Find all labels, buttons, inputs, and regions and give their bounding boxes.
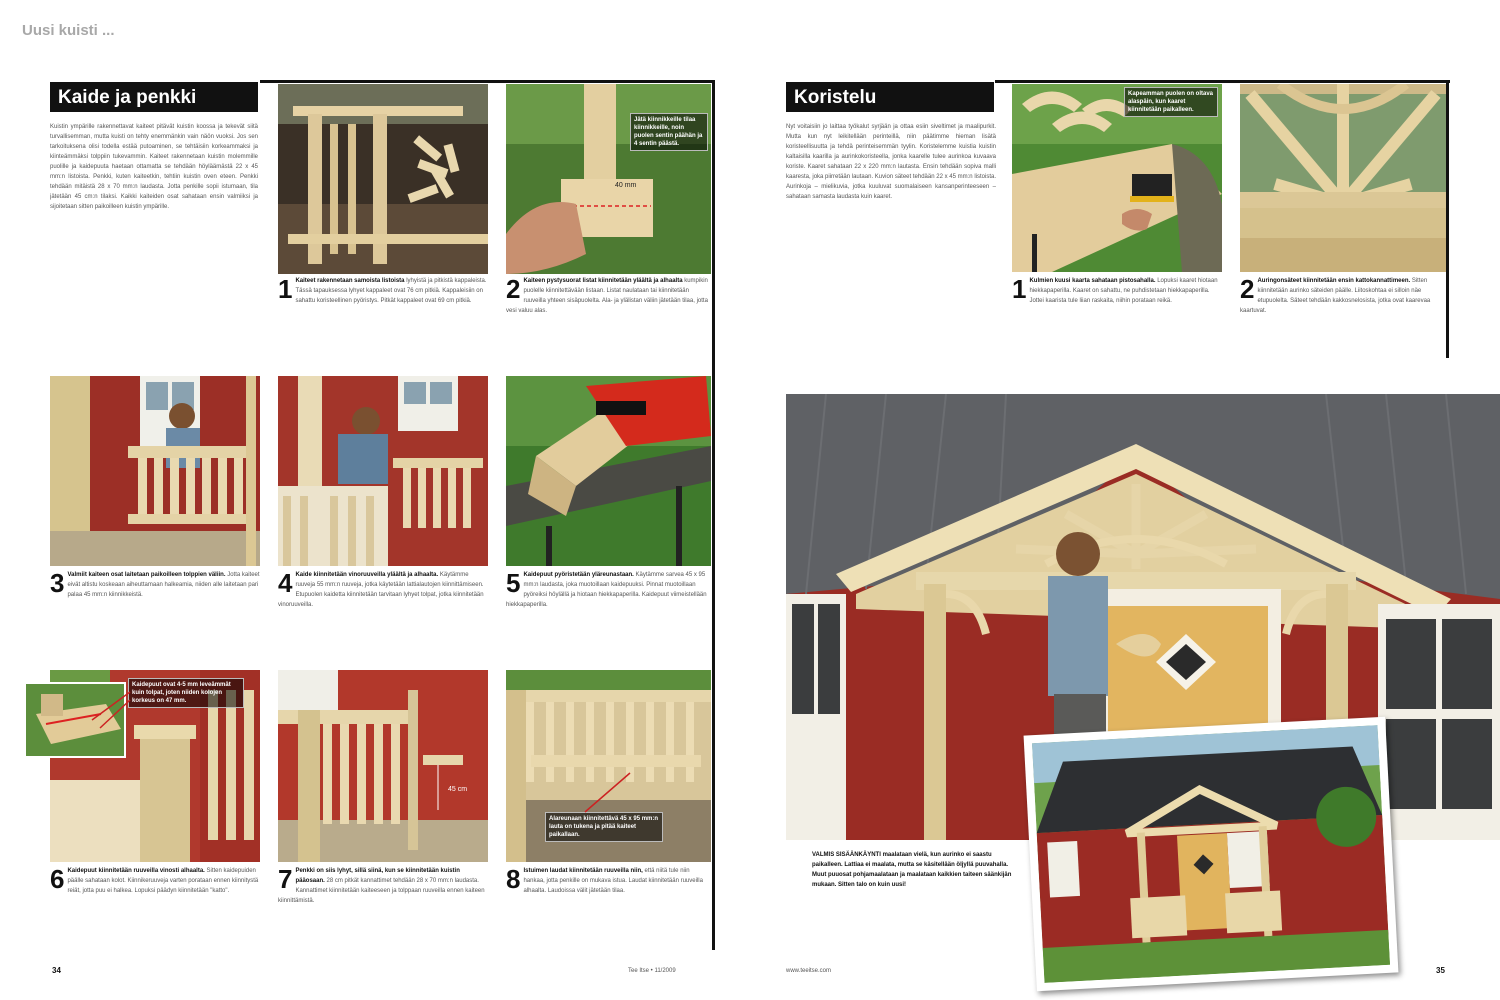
step-3-bold: Valmiit kaiteen osat laitetaan paikoilleen tolppien väliin. — [67, 572, 226, 578]
right-section-title: Koristelu — [786, 82, 994, 112]
step-3-text: Jotta kaiteet eivät altistu koskeaan aiheuttamaan halkeamia, niiden alle laitetaan pari palaa 45 mm:n kiinnikkeistä. — [67, 572, 260, 598]
p6-note-label: Kaidepuut ovat 4-5 mm leveämmät kuin tolpat, joten niiden kolojen korkeus on 47 mm. — [128, 678, 244, 708]
final-caption-text: maalataan vielä, kun aurinko ei saastu paikalleen. Lattiaa ei maalata, mutta se käsitellään öljyllä puuvahalla. Muut puuosat pohjamaalataan ja maalataan kaikkien taiteen säänkijän mukaan. Sitten talo on kuin uusi! — [812, 852, 1012, 888]
left-footer: Tee Itse • 11/2009 — [628, 968, 676, 974]
step-1-bold: Kaiteet rakennetaan samoista listoista — [295, 278, 405, 284]
p8-note-label: Alareunaan kiinnitettävä 45 x 95 mm:n lauta on tukena ja pitää kaiteet paikallaan. — [545, 812, 663, 842]
right-top-rule — [995, 80, 1450, 83]
photo-planing-railing — [506, 376, 711, 566]
right-body-text: Nyt voitaisiin jo laittaa työkalut syrjään ja ottaa esiin siveltimet ja maalipurkit. Mutta kun nyt leikitellään perinteillä, niin päätimme hieman lisätä koristeellisuutta ja tehdä perinteisemmän tyylin. Koristelemme kuistia kuistin kaltaisilla kaarilla ja aurinkokoristeella, jonka kaarelle tulee aurinkoa kuvaava koriste. Kaaret sahataan 22 x 220 mm:n lautasta. Ensin tehdään sopiva malli kaaresta, joka piirretään lautaan. Kuvion säteet tehdään 22 x 45 mm:n listoista. Aurinkoja – mielikuvia, jotka kuuluvat suomalaiseen kansanperinteeseen – sahataan samasta laudasta kuin kaaret. — [786, 124, 996, 200]
right-step-2-number: 2 — [1240, 274, 1255, 304]
final-caption-bold: VALMIS SISÄÄNKÄYNTI — [812, 852, 881, 858]
p2-measure: 40 mm — [615, 182, 637, 189]
step-7-bold: Penkki on siis lyhyt, sillä siinä, kun se kiinnitetään kuistin pääosaan. — [295, 868, 460, 884]
right-step-2-text: Sitten kiinnitetään aurinko säteiden päälle. Liitoskohtaa ei silloin näe etupuolelta. Säteet tehdään kakkosnelosista, jotka ovat kaarevaa kaartuvat. — [1240, 278, 1431, 314]
p8-pointer-line — [575, 770, 635, 815]
left-body-text: Kuistin ympärille rakennettavat kaiteet pitävät kuistin koossa ja tekevät siitä turvallisemman, mutta kuisti on tehty enemmänkin vain näön vuoksi. Jos sen tarkoituksena olisi todella estää putoaminen, se tehtäisiin korkeammaksi ja kiinteämmäksi tolppiin tukevammin. Kaiteet rakennetaan kuistin molemmille puolille ja kaidepuuta haetaan ottamatta se tehdään höyläämästä 22 x 45 mm:n listoista. Penkki, kuten kaiteetkin, tehtiin kuistin oven eteen. Penkki tehdään mitäistä 28 x 70 mm:n laudasta. Jotta penkille sopii istumaan, tila jätetään 45 cm:n tilaksi. Kaikki kaiteiden osat sahataan ensin valmiiksi ja sijoitetaan sitten paikoilleen kuistin ympärille. — [50, 124, 258, 210]
photo-inset-house — [1024, 717, 1399, 992]
photo-railing-placed — [50, 376, 260, 566]
p6-pointer-lines — [90, 690, 150, 730]
step-4-caption — [278, 570, 488, 610]
running-header: Uusi kuisti ... — [22, 22, 115, 39]
step-7-text: 28 cm pitkät kannattimet tehdään 28 x 70 mm:n laudasta. Kannattimet kiinnitetään kaiteeseen ja tolppaan ruuveilla ennen kaiteen kiinnittämistä. — [278, 878, 485, 904]
right-folio: 35 — [1436, 966, 1445, 975]
left-section-title: Kaide ja penkki — [50, 82, 258, 112]
right-footer: www.teeitse.com — [786, 968, 832, 974]
step-5-bold: Kaidepuut pyöristetään yläreunastaan. — [523, 572, 634, 578]
step-8-text: että niitä tule niin hankaa, jotta penkille on mukava istua. Laudat kiinnitetään ruuveilla alhaalta. Laudoissa välit jätetään tilaa. — [523, 868, 703, 894]
photo-bench-support — [278, 670, 488, 862]
p2-note-label: Jätä kiinnikkeille tilaa kiinnikkeille, noin puolen sentin päähän ja 4 sentin päästä. — [630, 113, 708, 151]
step-3-caption — [50, 570, 260, 600]
right-p1-note-label: Kapeamman puolen on oltava alaspäin, kun kaaret kiinnitetään paikalleen. — [1124, 87, 1218, 117]
right-step-1-caption — [1012, 276, 1222, 306]
p7-measure: 45 cm — [448, 786, 468, 793]
step-5-text: Käytämme sarvea 45 x 95 mm:n laudasta, joka muotoillaan kaidepuuksi. Pinnat muotoillaan pyöreiksi höylällä ja hiotaan hiekkapaperilla. Kaidepuut viimeistellään hiekkapaperilla. — [506, 572, 707, 608]
final-caption — [812, 850, 1022, 890]
step-2-text: kumpikin puolelle kiinnitettävään listaan. Listat naulataan tai kiinnitetään ruuveilla yhteen sisäpuolelta. Ala- ja ylälistan väliin jätetään tilaa, jotta vesi valuu alas. — [506, 278, 708, 314]
left-page-rule — [712, 80, 715, 950]
step-8-bold: Istuimen laudat kiinnitetään ruuveilla niin, — [523, 868, 643, 874]
right-step-2-bold: Auringonsäteet kiinnitetään ensin kattokannattimeen. — [1257, 278, 1411, 284]
step-4-bold: Kaide kiinnitetään vinoruuveilla yläältä ja alhaalta. — [295, 572, 439, 578]
step-2-number: 2 — [506, 274, 521, 304]
left-folio: 34 — [52, 966, 61, 975]
photo-sunburst-frame — [1240, 84, 1446, 272]
step-5-caption — [506, 570, 711, 610]
step-6-text: Sitten kaidepuiden päälle sahataan kolot. Kiinnikeruuveja varten porataan ennen kiinnitystä reiät, jotta puu ei halkea. Lopuksi päädyn kiinnitetään "katto". — [67, 868, 259, 894]
left-top-rule — [260, 80, 715, 83]
photo-screwing-railing — [278, 376, 488, 566]
step-1-number: 1 — [278, 274, 293, 304]
step-4-text: Käytämme ruuveja 55 mm:n ruuveja, jotka käytetään lattialautojen kiinnittämiseen. Etupuolen kaidetta kiinnitetään tarvitaan lyhyet tolpat, jotka kiinnitetään vinoruuveilla. — [278, 572, 484, 608]
step-1-caption — [278, 276, 488, 306]
right-step-1-bold: Kulmien kuusi kaarta sahataan pistosahalla. — [1029, 278, 1156, 284]
step-6-bold: Kaidepuut kiinnitetään ruuveilla vinosti alhaalta. — [67, 868, 205, 874]
step-4-number: 4 — [278, 568, 293, 598]
right-step-2-caption — [1240, 276, 1446, 316]
step-2-bold: Kaiteen pystysuorat listat kiinnitetään yläältä ja alhaalta — [523, 278, 683, 284]
step-8-caption — [506, 866, 711, 896]
step-8-number: 8 — [506, 864, 521, 894]
step-6-caption — [50, 866, 260, 896]
step-1-text: lyhyistä ja pitkistä kappaleista. Tässä tapauksessa lyhyet kappaleet ovat 76 cm pitkiä. Kappaleisiin on sahattu koristeellinen pyöristys. Pitkät kappaleet ovat 69 cm pitkiä. — [295, 278, 487, 304]
step-3-number: 3 — [50, 568, 65, 598]
right-step-1-number: 1 — [1012, 274, 1027, 304]
step-5-number: 5 — [506, 568, 521, 598]
photo-railing-parts — [278, 84, 488, 274]
step-7-caption — [278, 866, 488, 906]
step-6-number: 6 — [50, 864, 65, 894]
step-2-caption — [506, 276, 711, 316]
right-page-rule — [1446, 80, 1449, 358]
step-7-number: 7 — [278, 864, 293, 894]
right-step-1-text: Lopuksi kaaret hiotaan hiekkapaperilla. Kaaret on sahattu, ne puhdistetaan hiekkapaperilla. Jottei kaarista tule liian raskaita, niihin porataan reikä. — [1029, 278, 1218, 304]
